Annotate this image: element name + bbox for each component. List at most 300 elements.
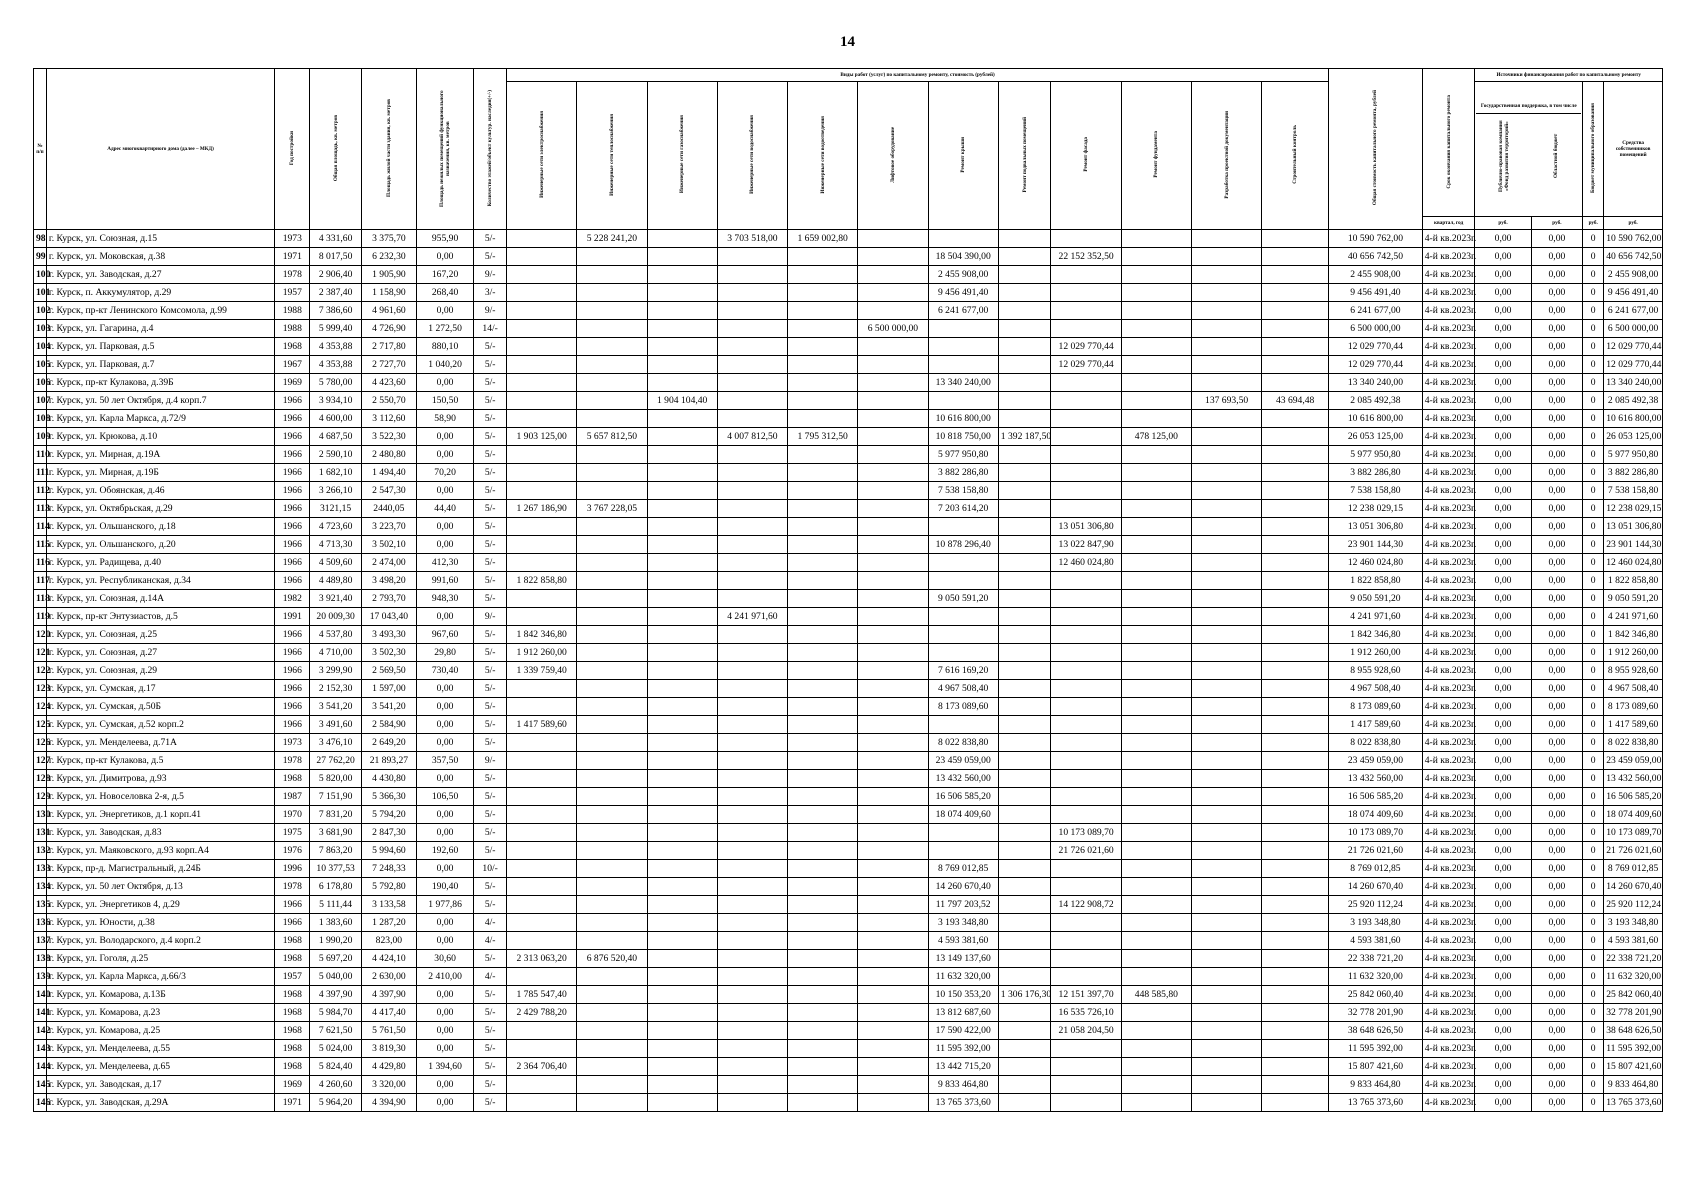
sewer-cell	[788, 1094, 858, 1112]
basement-cell	[998, 518, 1051, 536]
owners-cell: 32 778 201,90	[1604, 1004, 1663, 1022]
water-cell	[717, 950, 787, 968]
design-cell	[1191, 1058, 1261, 1076]
basement-cell	[998, 806, 1051, 824]
nonliving-area-cell: 412,30	[416, 554, 473, 572]
facade-cell	[1051, 770, 1121, 788]
regional-cell: 0,00	[1531, 716, 1583, 734]
control-cell: 43 694,48	[1262, 392, 1329, 410]
floors-cell: 5/-	[474, 554, 507, 572]
design-cell	[1191, 986, 1261, 1004]
col-municipal-unit: руб.	[1583, 217, 1604, 230]
foundation-cell	[1121, 410, 1191, 428]
fund-cell: 0,00	[1475, 1094, 1531, 1112]
nonliving-area-cell: 0,00	[416, 446, 473, 464]
owners-cell: 23 901 144,30	[1604, 536, 1663, 554]
living-area-cell: 5 761,50	[361, 1022, 416, 1040]
electro-cell	[507, 914, 577, 932]
total-area-cell: 1 990,20	[310, 932, 362, 950]
heat-cell: 3 767 228,05	[577, 500, 647, 518]
living-area-cell: 4 423,60	[361, 374, 416, 392]
year-cell: 1973	[275, 230, 310, 248]
lift-cell	[858, 410, 928, 428]
municipal-cell: 0	[1583, 680, 1604, 698]
control-cell	[1262, 644, 1329, 662]
water-cell	[717, 896, 787, 914]
total-cost-cell: 12 460 024,80	[1329, 554, 1423, 572]
owners-cell: 16 506 585,20	[1604, 788, 1663, 806]
heat-cell	[577, 320, 647, 338]
address-cell: г. Курск, ул. Октябрьская, д.29	[46, 500, 274, 518]
foundation-cell	[1121, 446, 1191, 464]
owners-cell: 12 460 024,80	[1604, 554, 1663, 572]
table-row	[34, 1022, 1663, 1040]
total-cost-cell: 1 842 346,80	[1329, 626, 1423, 644]
roof-cell	[928, 338, 998, 356]
heat-cell	[577, 662, 647, 680]
control-cell	[1262, 698, 1329, 716]
regional-cell: 0,00	[1531, 1022, 1583, 1040]
heat-cell	[577, 1076, 647, 1094]
control-cell	[1262, 320, 1329, 338]
sewer-cell	[788, 536, 858, 554]
water-cell	[717, 356, 787, 374]
design-cell	[1191, 230, 1261, 248]
heat-cell: 5 228 241,20	[577, 230, 647, 248]
living-area-cell: 3 320,00	[361, 1076, 416, 1094]
living-area-cell: 17 043,40	[361, 608, 416, 626]
total-area-cell: 7 863,20	[310, 842, 362, 860]
sewer-cell	[788, 842, 858, 860]
foundation-cell	[1121, 698, 1191, 716]
municipal-cell: 0	[1583, 482, 1604, 500]
control-cell	[1262, 536, 1329, 554]
design-cell	[1191, 716, 1261, 734]
lift-cell	[858, 536, 928, 554]
deadline-cell: 4-й кв.2023г.	[1422, 860, 1475, 878]
gas-cell	[647, 662, 717, 680]
water-cell	[717, 482, 787, 500]
facade-cell	[1051, 500, 1121, 518]
total-area-cell: 4 537,80	[310, 626, 362, 644]
fund-cell: 0,00	[1475, 428, 1531, 446]
foundation-cell	[1121, 662, 1191, 680]
floors-cell: 5/-	[474, 392, 507, 410]
year-cell: 1966	[275, 428, 310, 446]
fund-cell: 0,00	[1475, 644, 1531, 662]
sewer-cell	[788, 374, 858, 392]
row-number: 101	[34, 284, 47, 302]
nonliving-area-cell: 0,00	[416, 932, 473, 950]
heat-cell	[577, 554, 647, 572]
deadline-cell: 4-й кв.2023г.	[1422, 842, 1475, 860]
heat-cell	[577, 410, 647, 428]
table-row	[34, 356, 1663, 374]
address-cell: г. Курск, ул. Радищева, д.40	[46, 554, 274, 572]
deadline-cell: 4-й кв.2023г.	[1422, 428, 1475, 446]
owners-cell: 7 538 158,80	[1604, 482, 1663, 500]
total-area-cell: 5 984,70	[310, 1004, 362, 1022]
row-number: 129	[34, 788, 47, 806]
design-cell	[1191, 878, 1261, 896]
electro-cell: 1 822 858,80	[507, 572, 577, 590]
fund-cell: 0,00	[1475, 464, 1531, 482]
living-area-cell: 2 474,00	[361, 554, 416, 572]
electro-cell	[507, 482, 577, 500]
lift-cell	[858, 338, 928, 356]
address-cell: г. Курск, ул. Юности, д.38	[46, 914, 274, 932]
sewer-cell	[788, 788, 858, 806]
address-cell: г. Курск, ул. Заводская, д.27	[46, 266, 274, 284]
total-cost-cell: 23 459 059,00	[1329, 752, 1423, 770]
regional-cell: 0,00	[1531, 374, 1583, 392]
table-row	[34, 698, 1663, 716]
roof-cell: 8 173 089,60	[928, 698, 998, 716]
total-cost-cell: 15 807 421,60	[1329, 1058, 1423, 1076]
works-group-header: Виды работ (услуг) по капитальному ремонту, стоимость (рублей)	[507, 69, 1329, 82]
year-cell: 1966	[275, 680, 310, 698]
total-cost-cell: 18 074 409,60	[1329, 806, 1423, 824]
total-area-cell: 1 682,10	[310, 464, 362, 482]
deadline-cell: 4-й кв.2023г.	[1422, 914, 1475, 932]
lift-cell	[858, 806, 928, 824]
facade-cell	[1051, 788, 1121, 806]
regional-cell: 0,00	[1531, 482, 1583, 500]
floors-cell: 5/-	[474, 842, 507, 860]
basement-cell: 1 306 176,30	[998, 986, 1051, 1004]
basement-cell	[998, 284, 1051, 302]
control-cell	[1262, 608, 1329, 626]
facade-cell: 12 151 397,70	[1051, 986, 1121, 1004]
table-row	[34, 842, 1663, 860]
sewer-cell	[788, 1040, 858, 1058]
total-cost-cell: 26 053 125,00	[1329, 428, 1423, 446]
design-cell	[1191, 770, 1261, 788]
heat-cell	[577, 968, 647, 986]
facade-cell	[1051, 914, 1121, 932]
table-row	[34, 536, 1663, 554]
gas-cell	[647, 1094, 717, 1112]
col-lift-header: Лифтовое оборудование	[858, 82, 928, 230]
total-cost-cell: 8 955 928,60	[1329, 662, 1423, 680]
row-number: 144	[34, 1058, 47, 1076]
heat-cell	[577, 284, 647, 302]
total-area-cell: 2 152,30	[310, 680, 362, 698]
year-cell: 1968	[275, 1058, 310, 1076]
owners-cell: 18 074 409,60	[1604, 806, 1663, 824]
facade-cell: 12 029 770,44	[1051, 356, 1121, 374]
basement-cell	[998, 446, 1051, 464]
table-row	[34, 716, 1663, 734]
floors-cell: 10/-	[474, 860, 507, 878]
water-cell	[717, 1004, 787, 1022]
heat-cell	[577, 626, 647, 644]
regional-cell: 0,00	[1531, 536, 1583, 554]
table-row	[34, 302, 1663, 320]
facade-cell	[1051, 302, 1121, 320]
table-row	[34, 806, 1663, 824]
deadline-cell: 4-й кв.2023г.	[1422, 644, 1475, 662]
floors-cell: 9/-	[474, 302, 507, 320]
floors-cell: 5/-	[474, 1058, 507, 1076]
table-row	[34, 914, 1663, 932]
heat-cell	[577, 824, 647, 842]
design-cell	[1191, 1022, 1261, 1040]
floors-cell: 4/-	[474, 968, 507, 986]
row-number: 120	[34, 626, 47, 644]
roof-cell: 17 590 422,00	[928, 1022, 998, 1040]
total-cost-cell: 12 029 770,44	[1329, 356, 1423, 374]
fund-cell: 0,00	[1475, 1058, 1531, 1076]
water-cell	[717, 824, 787, 842]
nonliving-area-cell: 0,00	[416, 374, 473, 392]
facade-cell: 22 152 352,50	[1051, 248, 1121, 266]
gas-cell	[647, 734, 717, 752]
nonliving-area-cell: 58,90	[416, 410, 473, 428]
facade-cell: 14 122 908,72	[1051, 896, 1121, 914]
total-cost-cell: 10 616 800,00	[1329, 410, 1423, 428]
owners-cell: 11 595 392,00	[1604, 1040, 1663, 1058]
design-cell	[1191, 1040, 1261, 1058]
living-area-cell: 1 597,00	[361, 680, 416, 698]
nonliving-area-cell: 268,40	[416, 284, 473, 302]
row-number: 116	[34, 554, 47, 572]
col-deadline-unit: квартал, год	[1422, 217, 1475, 230]
row-number: 126	[34, 734, 47, 752]
basement-cell	[998, 788, 1051, 806]
address-cell: г. Курск, ул. Комарова, д.13Б	[46, 986, 274, 1004]
electro-cell	[507, 932, 577, 950]
living-area-cell: 5 366,30	[361, 788, 416, 806]
regional-cell: 0,00	[1531, 878, 1583, 896]
gas-cell	[647, 698, 717, 716]
basement-cell	[998, 824, 1051, 842]
row-number: 103	[34, 320, 47, 338]
gas-cell	[647, 680, 717, 698]
roof-cell: 7 538 158,80	[928, 482, 998, 500]
total-cost-cell: 6 500 000,00	[1329, 320, 1423, 338]
owners-cell: 3 882 286,80	[1604, 464, 1663, 482]
lift-cell	[858, 482, 928, 500]
regional-cell: 0,00	[1531, 1076, 1583, 1094]
address-cell: г. Курск, п. Аккумулятор, д.29	[46, 284, 274, 302]
row-number: 136	[34, 914, 47, 932]
year-cell: 1966	[275, 626, 310, 644]
design-cell	[1191, 680, 1261, 698]
living-area-cell: 2 630,00	[361, 968, 416, 986]
col-total-area-header: Общая площадь, кв. метров	[310, 69, 362, 230]
year-cell: 1968	[275, 338, 310, 356]
total-area-cell: 27 762,20	[310, 752, 362, 770]
gas-cell	[647, 518, 717, 536]
owners-cell: 38 648 626,50	[1604, 1022, 1663, 1040]
basement-cell	[998, 536, 1051, 554]
foundation-cell	[1121, 608, 1191, 626]
lift-cell	[858, 1004, 928, 1022]
regional-cell: 0,00	[1531, 410, 1583, 428]
regional-cell: 0,00	[1531, 1004, 1583, 1022]
water-cell	[717, 1076, 787, 1094]
control-cell	[1262, 770, 1329, 788]
basement-cell	[998, 968, 1051, 986]
municipal-cell: 0	[1583, 734, 1604, 752]
nonliving-area-cell: 1 977,86	[416, 896, 473, 914]
total-cost-cell: 3 193 348,80	[1329, 914, 1423, 932]
regional-cell: 0,00	[1531, 986, 1583, 1004]
table-row	[34, 644, 1663, 662]
lift-cell	[858, 1076, 928, 1094]
total-cost-cell: 25 842 060,40	[1329, 986, 1423, 1004]
foundation-cell	[1121, 950, 1191, 968]
water-cell	[717, 410, 787, 428]
row-number: 106	[34, 374, 47, 392]
heat-cell	[577, 518, 647, 536]
owners-cell: 2 085 492,38	[1604, 392, 1663, 410]
total-cost-cell: 9 456 491,40	[1329, 284, 1423, 302]
basement-cell	[998, 950, 1051, 968]
total-cost-cell: 3 882 286,80	[1329, 464, 1423, 482]
lift-cell	[858, 374, 928, 392]
year-cell: 1966	[275, 644, 310, 662]
control-cell	[1262, 1076, 1329, 1094]
sewer-cell	[788, 824, 858, 842]
regional-cell: 0,00	[1531, 608, 1583, 626]
control-cell	[1262, 572, 1329, 590]
roof-cell: 8 769 012,85	[928, 860, 998, 878]
owners-cell: 15 807 421,60	[1604, 1058, 1663, 1076]
total-cost-cell: 10 590 762,00	[1329, 230, 1423, 248]
year-cell: 1966	[275, 554, 310, 572]
total-cost-cell: 40 656 742,50	[1329, 248, 1423, 266]
nonliving-area-cell: 0,00	[416, 986, 473, 1004]
facade-cell	[1051, 734, 1121, 752]
living-area-cell: 6 232,30	[361, 248, 416, 266]
table-row	[34, 518, 1663, 536]
floors-cell: 14/-	[474, 320, 507, 338]
electro-cell	[507, 464, 577, 482]
sewer-cell	[788, 302, 858, 320]
row-number: 125	[34, 716, 47, 734]
address-cell: г. Курск, ул. Гоголя, д.25	[46, 950, 274, 968]
year-cell: 1966	[275, 446, 310, 464]
sewer-cell	[788, 860, 858, 878]
heat-cell	[577, 788, 647, 806]
water-cell	[717, 860, 787, 878]
floors-cell: 5/-	[474, 446, 507, 464]
lift-cell	[858, 896, 928, 914]
living-area-cell: 3 541,20	[361, 698, 416, 716]
roof-cell: 10 818 750,00	[928, 428, 998, 446]
sewer-cell	[788, 464, 858, 482]
floors-cell: 5/-	[474, 986, 507, 1004]
electro-cell: 1 903 125,00	[507, 428, 577, 446]
roof-cell: 7 203 614,20	[928, 500, 998, 518]
address-cell: г. Курск, пр-кт Кулакова, д.5	[46, 752, 274, 770]
facade-cell: 12 460 024,80	[1051, 554, 1121, 572]
total-cost-cell: 4 593 381,60	[1329, 932, 1423, 950]
lift-cell	[858, 1094, 928, 1112]
year-cell: 1966	[275, 410, 310, 428]
fund-cell: 0,00	[1475, 590, 1531, 608]
municipal-cell: 0	[1583, 608, 1604, 626]
row-number: 118	[34, 590, 47, 608]
total-cost-cell: 7 538 158,80	[1329, 482, 1423, 500]
owners-cell: 4 593 381,60	[1604, 932, 1663, 950]
control-cell	[1262, 950, 1329, 968]
owners-cell: 23 459 059,00	[1604, 752, 1663, 770]
design-cell	[1191, 824, 1261, 842]
roof-cell: 13 812 687,60	[928, 1004, 998, 1022]
floors-cell: 5/-	[474, 374, 507, 392]
nonliving-area-cell: 190,40	[416, 878, 473, 896]
lift-cell	[858, 392, 928, 410]
total-area-cell: 7 831,20	[310, 806, 362, 824]
electro-cell: 2 313 063,20	[507, 950, 577, 968]
heat-cell	[577, 266, 647, 284]
basement-cell	[998, 590, 1051, 608]
address-cell: г. Курск, ул. Парковая, д.7	[46, 356, 274, 374]
total-area-cell: 3 491,60	[310, 716, 362, 734]
regional-cell: 0,00	[1531, 896, 1583, 914]
total-area-cell: 5 697,20	[310, 950, 362, 968]
design-cell	[1191, 968, 1261, 986]
roof-cell: 13 432 560,00	[928, 770, 998, 788]
deadline-cell: 4-й кв.2023г.	[1422, 986, 1475, 1004]
control-cell	[1262, 482, 1329, 500]
table-row	[34, 1040, 1663, 1058]
foundation-cell	[1121, 1076, 1191, 1094]
fund-cell: 0,00	[1475, 392, 1531, 410]
floors-cell: 5/-	[474, 662, 507, 680]
roof-cell: 13 442 715,20	[928, 1058, 998, 1076]
floors-cell: 5/-	[474, 734, 507, 752]
table-row	[34, 266, 1663, 284]
living-area-cell: 3 133,58	[361, 896, 416, 914]
fund-cell: 0,00	[1475, 896, 1531, 914]
heat-cell	[577, 464, 647, 482]
control-cell	[1262, 410, 1329, 428]
owners-cell: 8 173 089,60	[1604, 698, 1663, 716]
owners-cell: 22 338 721,20	[1604, 950, 1663, 968]
sewer-cell	[788, 806, 858, 824]
year-cell: 1968	[275, 932, 310, 950]
regional-cell: 0,00	[1531, 860, 1583, 878]
row-number: 142	[34, 1022, 47, 1040]
electro-cell	[507, 770, 577, 788]
year-cell: 1966	[275, 698, 310, 716]
municipal-cell: 0	[1583, 896, 1604, 914]
total-cost-cell: 13 432 560,00	[1329, 770, 1423, 788]
owners-cell: 10 590 762,00	[1604, 230, 1663, 248]
total-area-cell: 4 713,30	[310, 536, 362, 554]
living-area-cell: 3 502,10	[361, 536, 416, 554]
control-cell	[1262, 680, 1329, 698]
water-cell	[717, 698, 787, 716]
year-cell: 1966	[275, 536, 310, 554]
fund-cell: 0,00	[1475, 986, 1531, 1004]
total-area-cell: 5 024,00	[310, 1040, 362, 1058]
table-row	[34, 500, 1663, 518]
lift-cell	[858, 1022, 928, 1040]
municipal-cell: 0	[1583, 716, 1604, 734]
nonliving-area-cell: 150,50	[416, 392, 473, 410]
regional-cell: 0,00	[1531, 752, 1583, 770]
table-row	[34, 932, 1663, 950]
living-area-cell: 2 649,20	[361, 734, 416, 752]
nonliving-area-cell: 0,00	[416, 716, 473, 734]
year-cell: 1966	[275, 662, 310, 680]
control-cell	[1262, 752, 1329, 770]
